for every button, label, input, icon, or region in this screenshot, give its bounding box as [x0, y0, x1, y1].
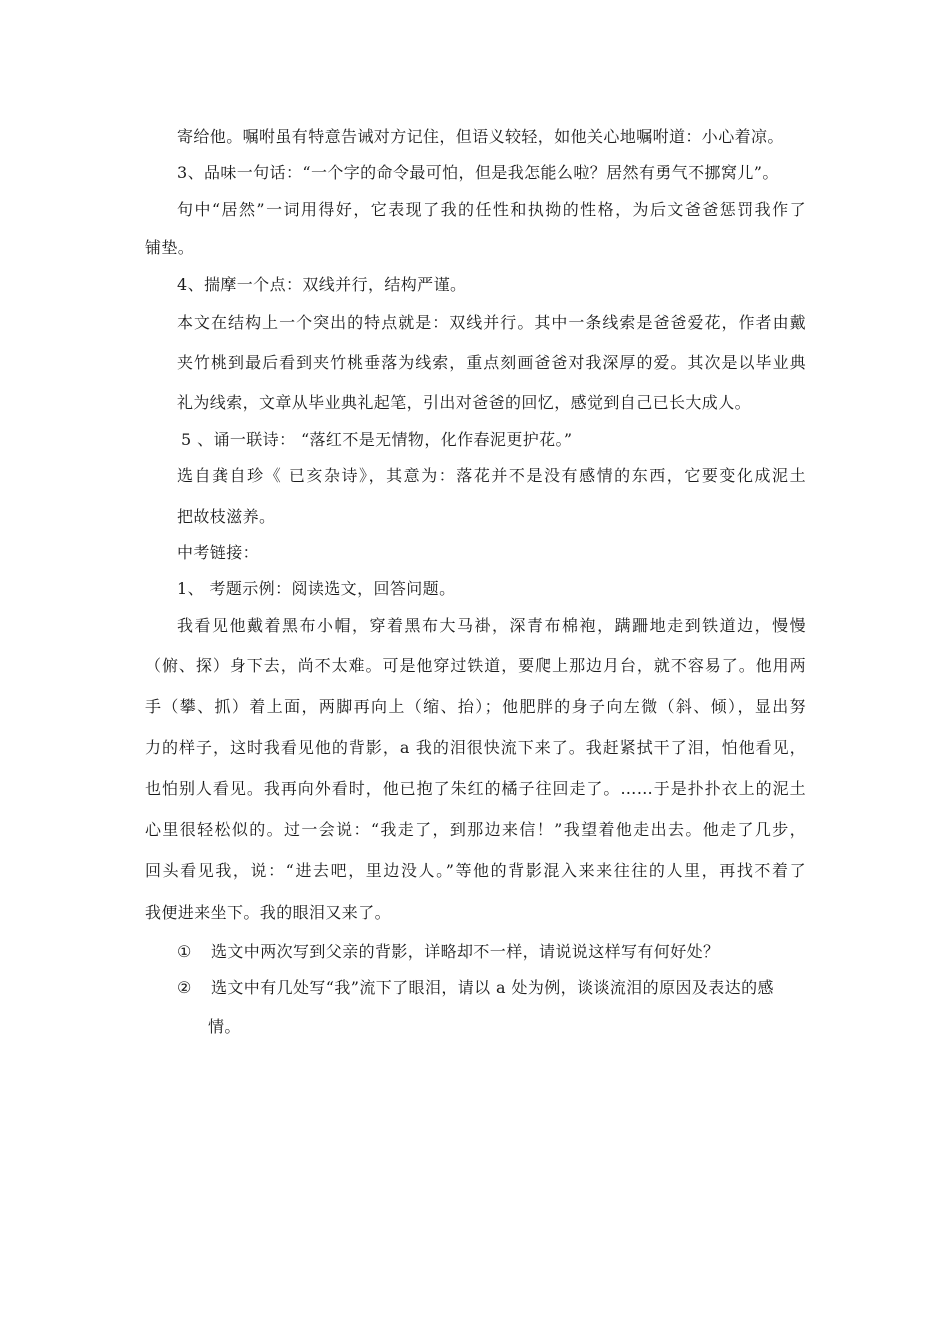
question-text: 选文中有几处写“我”流下了眼泪，请以 a 处为例，谈谈流泪的原因及表达的感 — [211, 978, 774, 997]
question-marker: ② — [177, 978, 192, 997]
question-item — [177, 942, 719, 962]
passage-line: 手（攀、抓）着上面，两脚再向上（缩、抬）；他肥胖的身子向左微（斜、倾），显出努 — [145, 697, 806, 716]
text-line: 夹竹桃到最后看到夹竹桃垂落为线索，重点刻画爸爸对我深厚的爱。其次是以毕业典 — [177, 353, 806, 372]
question-text-continued: 情。 — [208, 1017, 241, 1036]
passage-line: （俯、探）身下去，尚不太难。可是他穿过铁道，要爬上那边月台，就不容易了。他用两 — [145, 656, 806, 675]
passage-line: 心里很轻松似的。过一会说：“我走了，到那边来信！”我望着他走出去。他走了几步， — [145, 820, 806, 839]
text-line: 句中“居然”一词用得好，它表现了我的任性和执拗的性格，为后文爸爸惩罚我作了 — [177, 200, 806, 219]
text-line: 铺垫。 — [145, 238, 195, 257]
text-line: 1、 考题示例：阅读选文，回答问题。 — [177, 579, 456, 598]
question-text: 选文中两次写到父亲的背影，详略却不一样，请说说这样写有何好处？ — [211, 942, 720, 961]
text-line: 4、揣摩一个点：双线并行，结构严谨。 — [177, 275, 467, 294]
text-line: 选自龚自珍《 已亥杂诗》，其意为：落花并不是没有感情的东西，它要变化成泥土 — [177, 466, 806, 485]
question-marker: ① — [177, 942, 192, 961]
text-line: 5 、诵一联诗： “落红不是无情物，化作春泥更护花。” — [181, 430, 573, 449]
text-line: 本文在结构上一个突出的特点就是：双线并行。其中一条线索是爸爸爱花，作者由戴 — [177, 313, 806, 332]
text-line: 寄给他。嘱咐虽有特意告诫对方记住，但语义较轻，如他关心地嘱咐道：小心着凉。 — [177, 127, 784, 146]
text-line: 把故枝滋养。 — [177, 507, 276, 526]
section-heading: 中考链接： — [177, 543, 260, 562]
passage-line: 我看见他戴着黑布小帽，穿着黑布大马褂，深青布棉袍，蹒跚地走到铁道边，慢慢 — [177, 616, 806, 635]
text-line: 3、品味一句话：“一个字的命令最可怕，但是我怎能么啦？居然有勇气不挪窝儿”。 — [177, 163, 779, 182]
text-line: 礼为线索，文章从毕业典礼起笔，引出对爸爸的回忆，感觉到自己已长大成人。 — [177, 393, 752, 412]
passage-line: 力的样子，这时我看见他的背影，a 我的泪很快流下来了。我赶紧拭干了泪，怕他看见， — [145, 738, 806, 757]
passage-line: 回头看见我，说：“进去吧，里边没人。”等他的背影混入来来往往的人里，再找不着了 — [145, 861, 806, 880]
question-item — [177, 978, 774, 998]
passage-line: 也怕别人看见。我再向外看时，他已抱了朱红的橘子往回走了。……于是扑扑衣上的泥土 — [145, 779, 806, 798]
passage-line: 我便进来坐下。我的眼泪又来了。 — [145, 903, 392, 922]
